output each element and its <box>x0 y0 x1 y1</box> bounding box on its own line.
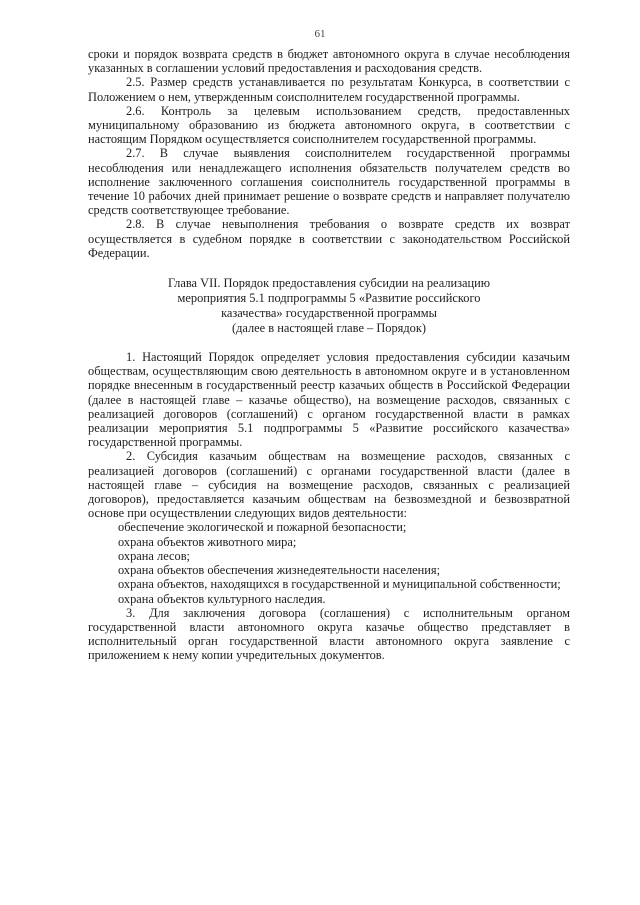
chapter-heading-line-3: казачества» государственной программы <box>221 306 437 321</box>
paragraph-2-5: 2.5. Размер средств устанавливается по результатам Конкурса, в соответствии с Положением о нем, утвержденным соисполнителем государственной программы. <box>88 75 570 104</box>
chapter-heading-line-2: мероприятия 5.1 подпрограммы 5 «Развитие российского <box>177 291 481 306</box>
page-number: 61 <box>314 28 326 40</box>
activity-item: охрана лесов; <box>118 548 190 563</box>
chapter-heading <box>88 276 570 336</box>
activity-item: охрана объектов обеспечения жизнедеятельности населения; <box>118 563 441 578</box>
paragraph-2-8: 2.8. В случае невыполнения требования о возврате средств их возврат осуществляется в судебном порядке в соответствии с законодательством Российской Федерации. <box>88 217 570 260</box>
chapter-heading-line-1: Глава VII. Порядок предоставления субсидии на реализацию <box>167 276 491 291</box>
chapter-paragraph-3: 3. Для заключения договора (соглашения) с исполнительным органом государственной власти автономного округа казачье общество представляет в исполнительный орган государственной власти автономного округа заявление с приложением к нему копии учредительных документов. <box>88 605 570 663</box>
activity-item: обеспечение экологической и пожарной безопасности; <box>118 520 407 535</box>
activity-item: охрана объектов, находящихся в государственной и муниципальной собственности; <box>118 577 561 592</box>
paragraph-continuation: сроки и порядок возврата средств в бюджет автономного округа в случае несоблюдения указанных в соглашении условий предоставления и расходования средств. <box>88 47 570 76</box>
document-body <box>88 47 570 663</box>
paragraph-2-7: 2.7. В случае выявления соисполнителем государственной программы несоблюдения или ненадлежащего исполнения обязательств получателем средств во исполнение заключенного соглашения соисполнитель государственной программы в течение 10 рабочих дней принимает решение о возврате средств и направляет получателю средств соответствующее требование. <box>88 146 570 218</box>
paragraph-2-6: 2.6. Контроль за целевым использованием средств, предоставленных муниципальному образованию из бюджета автономного округа, в соответствии с настоящим Порядком осуществляется соисполнителем государственной программы. <box>88 103 570 147</box>
activity-item: охрана объектов животного мира; <box>118 534 297 549</box>
chapter-heading-line-4: (далее в настоящей главе – Порядок) <box>231 321 427 336</box>
activity-item: охрана объектов культурного наследия. <box>118 591 326 606</box>
chapter-paragraph-1: 1. Настоящий Порядок определяет условия предоставления субсидии казачьим обществам, осуществляющим свою деятельность в автономном округе и в установленном порядке внесенным в государственный реестр казачьих обществ в Российской Федерации (далее в настоящей главе – казачье общество), на возмещение расходов, связанных с реализацией договоров (соглашений) с органом государственной власти в рамках реализации мероприятия 5.1 подпрограммы 5 «Развитие российского казачества» государственной программы. <box>88 350 570 450</box>
chapter-paragraph-2: 2. Субсидия казачьим обществам на возмещение расходов, связанных с реализацией договоров (соглашений) с органами государственной власти (далее в настоящей главе – субсидия на возмещение расходов, связанных с реализацией договоров), предоставляется казачьим обществам на безвозмездной и безвозвратной основе при осуществлении следующих видов деятельности: <box>88 449 570 521</box>
